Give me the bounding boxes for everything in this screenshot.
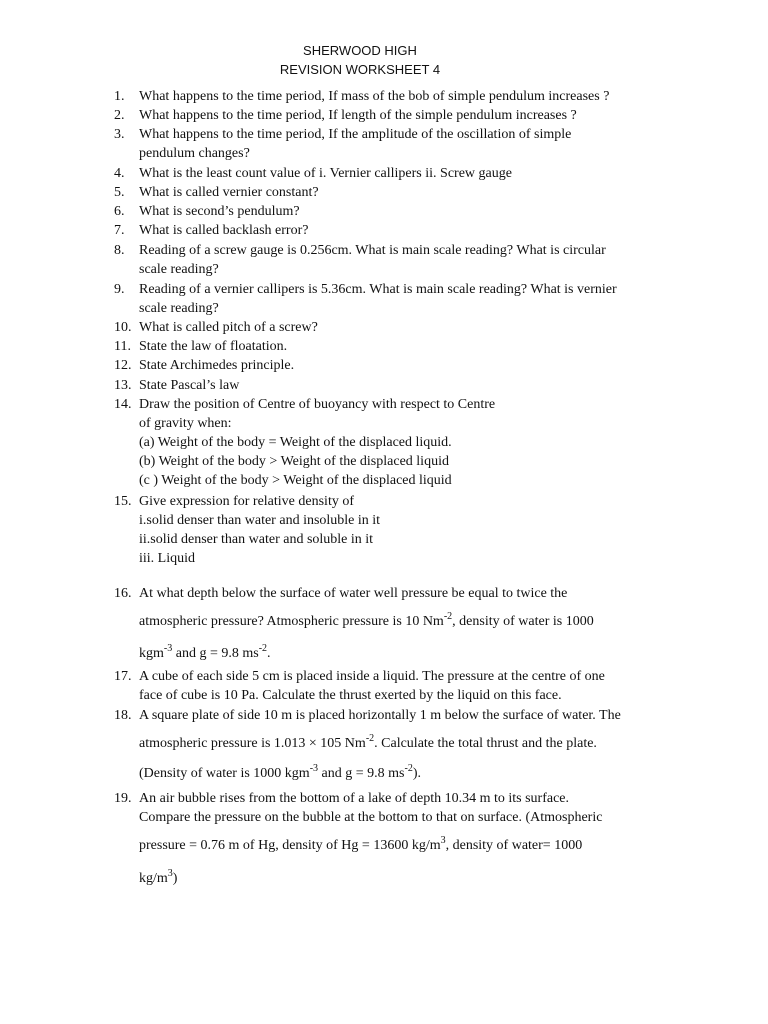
question-line: What is called vernier constant? — [139, 185, 319, 200]
question-number: 8. — [114, 243, 125, 258]
question-number: 14. — [114, 397, 132, 412]
question-line: scale reading? — [139, 262, 219, 277]
question-line — [139, 868, 679, 887]
text-run: , density of water is 1000 — [452, 614, 594, 629]
question-number: 5. — [114, 185, 125, 200]
question-line — [139, 643, 679, 662]
question-number: 2. — [114, 108, 125, 123]
question-line — [139, 733, 679, 752]
question-line: State Pascal’s law — [139, 378, 240, 393]
superscript: -3 — [309, 763, 319, 774]
question-line: What happens to the time period, If mass of the bob of simple pendulum increases ? — [139, 89, 610, 104]
question-line: (a) Weight of the body = Weight of the displaced liquid. — [139, 435, 452, 450]
question-line — [139, 611, 679, 630]
question-line: An air bubble rises from the bottom of a lake of depth 10.34 m to its surface. — [139, 791, 570, 806]
question-line: What is second’s pendulum? — [139, 204, 300, 219]
question-line: At what depth below the surface of water well pressure be equal to twice the — [139, 586, 568, 601]
text-run: (Density of water is 1000 kgm — [139, 766, 310, 781]
question-line: face of cube is 10 Pa. Calculate the thrust exerted by the liquid on this face. — [139, 688, 562, 703]
superscript: -2 — [365, 733, 375, 744]
question-number: 1. — [114, 89, 125, 104]
question-line: Reading of a vernier callipers is 5.36cm. What is main scale reading? What is vernier — [139, 282, 617, 297]
question-line: (c ) Weight of the body > Weight of the displaced liquid — [139, 473, 452, 488]
superscript: -2 — [443, 611, 453, 622]
question-line: What is called pitch of a screw? — [139, 320, 318, 335]
question-line: State Archimedes principle. — [139, 358, 295, 373]
question-line: ii.solid denser than water and soluble in it — [139, 532, 374, 547]
text-run: kgm — [139, 646, 164, 661]
question-line: Draw the position of Centre of buoyancy with respect to Centre — [139, 397, 496, 412]
question-line: (b) Weight of the body > Weight of the displaced liquid — [139, 454, 449, 469]
question-number: 12. — [114, 358, 132, 373]
school-name: SHERWOOD HIGH — [303, 43, 417, 58]
text-run: ). — [412, 766, 422, 781]
text-run: atmospheric pressure is 1.013 × 105 Nm — [139, 736, 366, 751]
question-line: iii. Liquid — [139, 551, 195, 566]
question-number: 18. — [114, 708, 132, 723]
question-line: What is called backlash error? — [139, 223, 309, 238]
question-number: 15. — [114, 494, 132, 509]
question-line: What is the least count value of i. Vernier callipers ii. Screw gauge — [139, 166, 512, 181]
question-line: State the law of floatation. — [139, 339, 288, 354]
text-run: kg/m — [139, 871, 168, 886]
text-run: and g = 9.8 ms — [172, 646, 259, 661]
question-number: 7. — [114, 223, 125, 238]
question-number: 6. — [114, 204, 125, 219]
question-line: Give expression for relative density of — [139, 494, 354, 509]
question-line: A cube of each side 5 cm is placed inside a liquid. The pressure at the centre of one — [139, 669, 605, 684]
question-line: pendulum changes? — [139, 146, 250, 161]
question-line: i.solid denser than water and insoluble in it — [139, 513, 381, 528]
question-number: 3. — [114, 127, 125, 142]
worksheet-title: REVISION WORKSHEET 4 — [279, 62, 441, 77]
question-number: 9. — [114, 282, 125, 297]
text-run: , density of water= 1000 — [445, 838, 583, 853]
text-run: ) — [172, 871, 178, 886]
question-line: scale reading? — [139, 301, 219, 316]
superscript: 3 — [167, 868, 173, 879]
superscript: -2 — [404, 763, 413, 774]
question-line — [139, 835, 679, 854]
question-line: Compare the pressure on the bubble at the bottom to that on surface. (Atmospheric — [139, 810, 603, 825]
question-number: 19. — [114, 791, 132, 806]
question-line — [139, 763, 679, 782]
text-run: atmospheric pressure? Atmospheric pressure is 10 Nm — [139, 614, 444, 629]
question-line: What happens to the time period, If the amplitude of the oscillation of simple — [139, 127, 572, 142]
text-run: . — [267, 646, 271, 661]
question-number: 16. — [114, 586, 132, 601]
question-line: A square plate of side 10 m is placed horizontally 1 m below the surface of water. The — [139, 708, 621, 723]
question-number: 17. — [114, 669, 132, 684]
text-run: . Calculate the total thrust and the plate. — [374, 736, 597, 751]
question-number: 13. — [114, 378, 132, 393]
question-number: 10. — [114, 320, 132, 335]
question-number: 11. — [114, 339, 131, 354]
text-run: and g = 9.8 ms — [318, 766, 405, 781]
superscript: -2 — [258, 643, 268, 654]
question-line: What happens to the time period, If length of the simple pendulum increases ? — [139, 108, 577, 123]
question-line: Reading of a screw gauge is 0.256cm. What is main scale reading? What is circular — [139, 243, 606, 258]
question-number: 4. — [114, 166, 125, 181]
question-line: of gravity when: — [139, 416, 232, 431]
superscript: 3 — [440, 835, 446, 846]
superscript: -3 — [163, 643, 173, 654]
text-run: pressure = 0.76 m of Hg, density of Hg = 13600 kg/m — [139, 838, 441, 853]
